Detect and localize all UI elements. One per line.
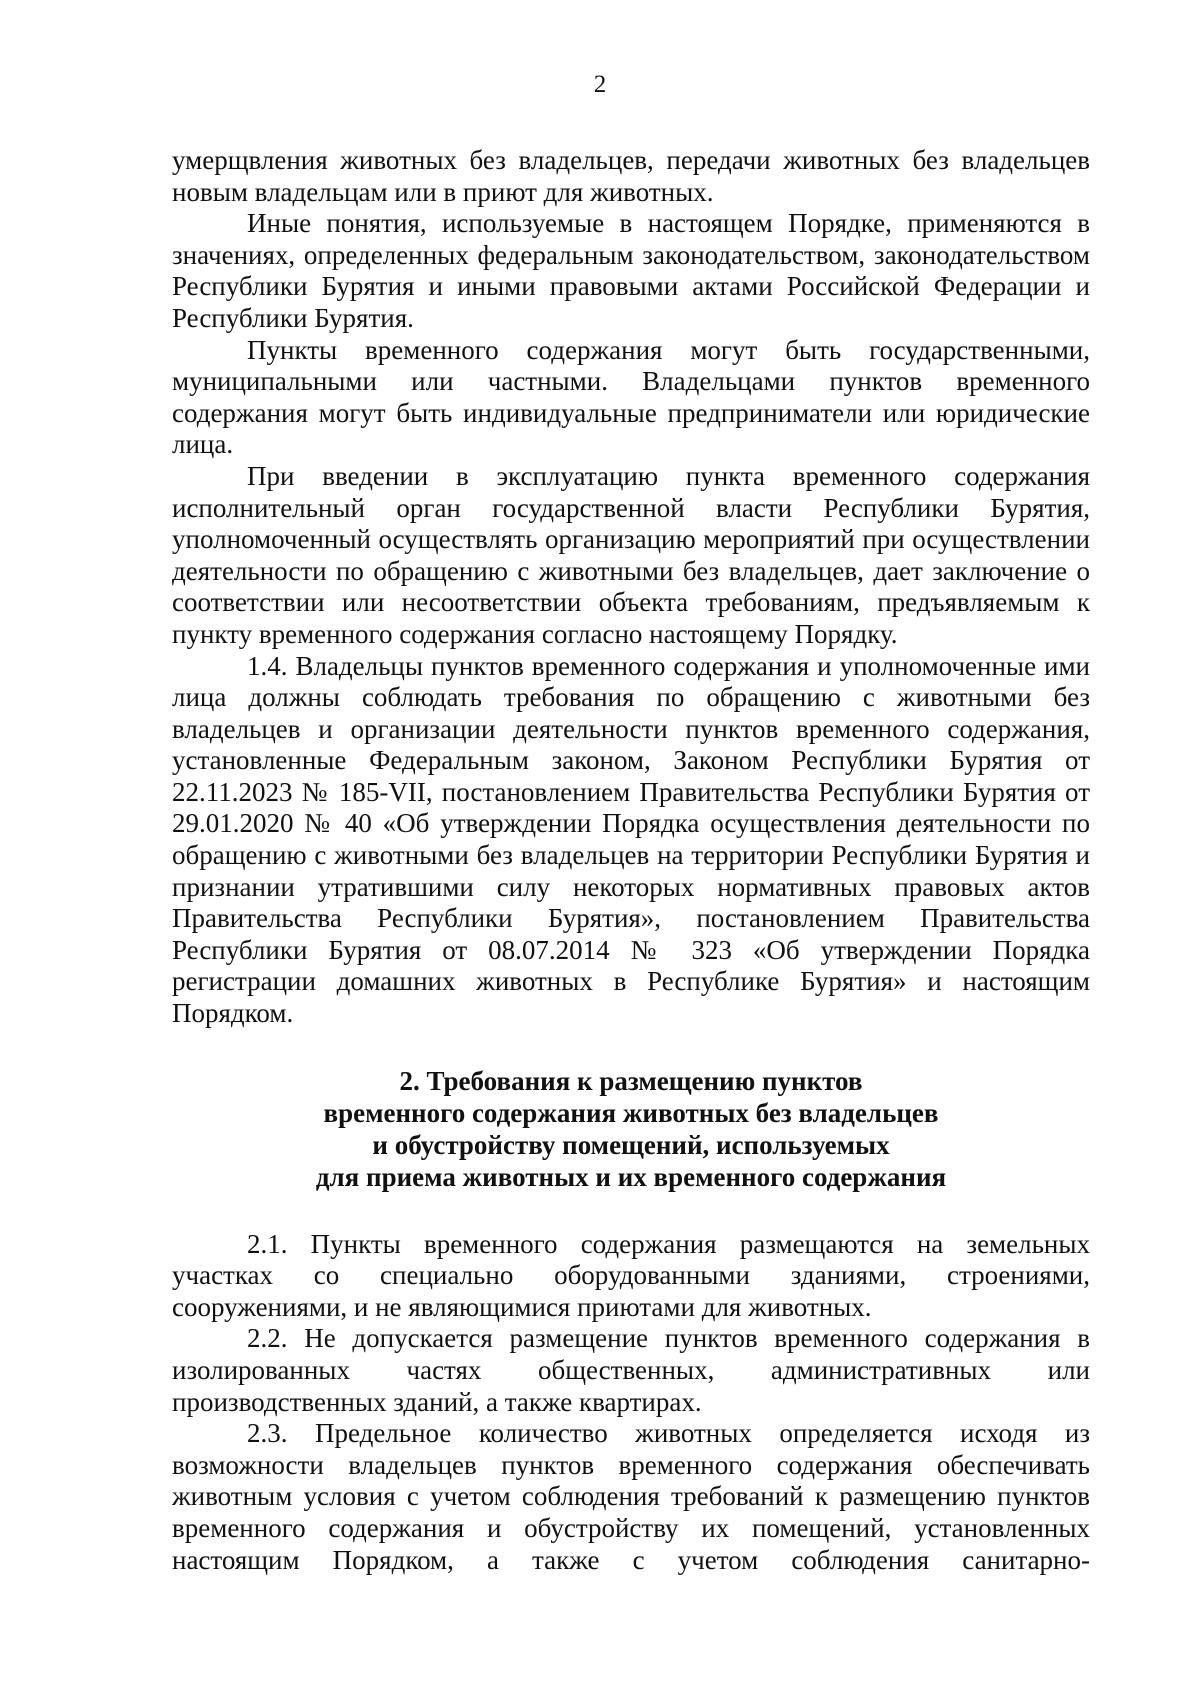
heading-line: временного содержания животных без владельцев [323,1097,939,1128]
paragraph-commissioning: При введении в эксплуатацию пункта временного содержания исполнительный орган государственной власти Республики Бурятия, уполномоченный осуществлять организацию мероприятий при осуществлении деятельности по обращению с животными без владельцев, дает заключение о соответствии или несоответствии объекта требованиям, предъявляемым к пункту временного содержания согласно настоящему Порядку. [172,460,1090,649]
document-body [172,145,1090,1576]
paragraph-2-2: 2.2. Не допускается размещение пунктов временного содержания в изолированных частях общественных, административных или производственных зданий, а также квартирах. [172,1323,1090,1417]
page-number: 2 [593,71,607,98]
paragraph-definitions: Иные понятия, используемые в настоящем Порядке, применяются в значениях, определенных федеральным законодательством, законодательством Республики Бурятия и иными правовыми актами Российской Федерации и Республики Бурятия. [172,208,1090,333]
paragraph-2-1: 2.1. Пункты временного содержания размещаются на земельных участках со специально оборудованными зданиями, строениями, сооружениями, и не являющимися приютами для животных. [172,1228,1090,1322]
paragraph-ownership: Пункты временного содержания могут быть государственными, муниципальными или частными. Владельцами пунктов временного содержания могут быть индивидуальные предприниматели или юридические лица. [172,334,1090,460]
paragraph-2-3: 2.3. Предельное количество животных определяется исходя из возможности владельцев пунктов временного содержания обеспечивать животным условия с учетом соблюдения требований к размещению пунктов временного содержания и обустройству их помещений, установленных настоящим Порядком, а также с учетом соблюдения санитарно- [172,1418,1090,1575]
heading-line: и обустройству помещений, используемых [372,1129,890,1160]
heading-line: 2. Требования к размещению пунктов [399,1065,863,1096]
section-2-heading [172,1065,1090,1193]
paragraph-1-4: 1.4. Владельцы пунктов временного содержания и уполномоченные ими лица должны соблюдать требования по обращению с животными без владельцев и организации деятельности пунктов временного содержания, установленные Федеральным законом, Законом Республики Бурятия от 22.11.2023 № 185-VII, постановлением Правительства Республики Бурятия от 29.01.2020 № 40 «Об утверждении Порядка осуществления деятельности по обращению с животными без владельцев на территории Республики Бурятия и признании утратившими силу некоторых нормативных правовых актов Правительства Республики Бурятия», постановлением Правительства Республики Бурятия от 08.07.2014 № 323 «Об утверждении Порядка регистрации домашних животных в Республике Бурятия» и настоящим Порядком. [172,650,1090,1029]
paragraph-continuation: умерщвления животных без владельцев, передачи животных без владельцев новым владельцам или в приют для животных. [172,145,1090,207]
heading-line: для приема животных и их временного содержания [315,1161,947,1192]
